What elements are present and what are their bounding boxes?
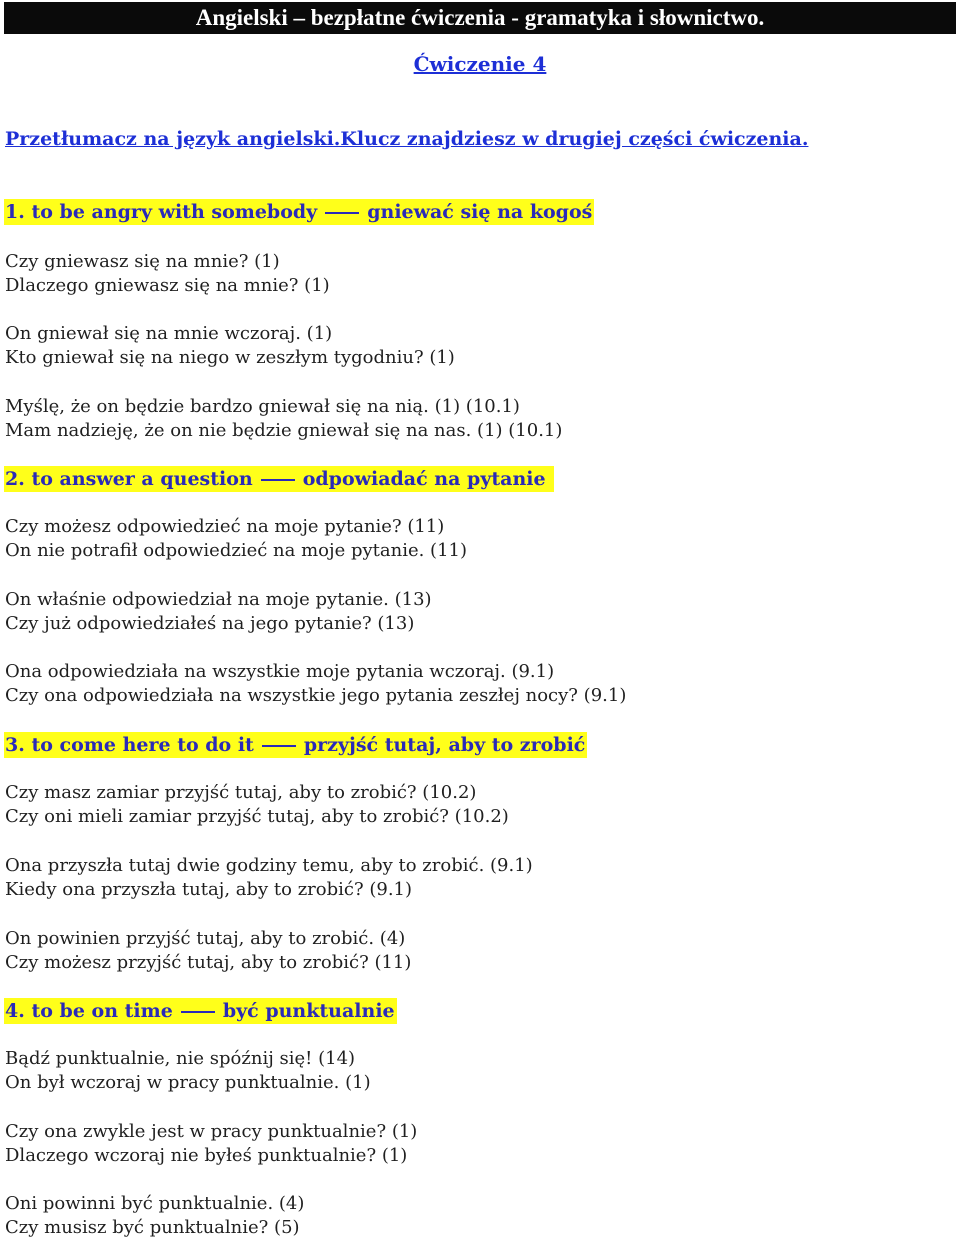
sentence: Kto gniewał się na niego w zeszłym tygodniu? (1) bbox=[5, 347, 455, 368]
section-phrase: to answer a question bbox=[31, 468, 253, 490]
dash-separator bbox=[262, 745, 296, 747]
section-3-heading bbox=[4, 732, 587, 758]
sentence: Kiedy ona przyszła tutaj, aby to zrobić? (9.1) bbox=[5, 879, 413, 900]
sentence: Dlaczego wczoraj nie byłeś punktualnie? (1) bbox=[5, 1145, 408, 1166]
section-translation: przyjść tutaj, aby to zrobić bbox=[303, 734, 586, 756]
sentence: Czy masz zamiar przyjść tutaj, aby to zrobić? (10.2) bbox=[5, 782, 477, 803]
sentence: Dlaczego gniewasz się na mnie? (1) bbox=[5, 275, 330, 296]
dash-separator bbox=[181, 1011, 215, 1013]
section-2-heading bbox=[4, 466, 554, 492]
section-phrase: to be on time bbox=[31, 1000, 173, 1022]
sentence: Czy gniewasz się na mnie? (1) bbox=[5, 251, 280, 272]
sentence: Oni powinni być punktualnie. (4) bbox=[5, 1193, 305, 1214]
sentence: Czy możesz odpowiedzieć na moje pytanie? (11) bbox=[5, 516, 445, 537]
sentence: On gniewał się na mnie wczoraj. (1) bbox=[5, 323, 333, 344]
sentence: Ona odpowiedziała na wszystkie moje pytania wczoraj. (9.1) bbox=[5, 661, 555, 682]
section-phrase: to come here to do it bbox=[31, 734, 254, 756]
sentence: Czy oni mieli zamiar przyjść tutaj, aby to zrobić? (10.2) bbox=[5, 806, 509, 827]
sentence: On powinien przyjść tutaj, aby to zrobić. (4) bbox=[5, 928, 406, 949]
section-phrase: to be angry with somebody bbox=[31, 201, 318, 223]
section-translation: odpowiadać na pytanie bbox=[302, 468, 546, 490]
exercise-title[interactable]: Ćwiczenie 4 bbox=[413, 52, 547, 76]
section-number: 4. bbox=[5, 1000, 25, 1022]
sentence: On był wczoraj w pracy punktualnie. (1) bbox=[5, 1072, 371, 1093]
section-4-heading bbox=[4, 998, 397, 1024]
section-translation: gniewać się na kogoś bbox=[367, 201, 593, 223]
sentence: Myślę, że on będzie bardzo gniewał się na nią. (1) (10.1) bbox=[5, 396, 520, 417]
sentence: Czy ona odpowiedziała na wszystkie jego pytania zeszłej nocy? (9.1) bbox=[5, 685, 627, 706]
sentence: Mam nadzieję, że on nie będzie gniewał się na nas. (1) (10.1) bbox=[5, 420, 563, 441]
section-number: 1. bbox=[5, 201, 25, 223]
dash-separator bbox=[325, 212, 359, 214]
section-number: 2. bbox=[5, 468, 25, 490]
sentence: Ona przyszła tutaj dwie godziny temu, aby to zrobić. (9.1) bbox=[5, 855, 533, 876]
sentence: On właśnie odpowiedział na moje pytanie. (13) bbox=[5, 589, 432, 610]
sentence: Czy możesz przyjść tutaj, aby to zrobić? (11) bbox=[5, 952, 412, 973]
sentence: On nie potrafił odpowiedzieć na moje pytanie. (11) bbox=[5, 540, 467, 561]
section-translation: być punktualnie bbox=[222, 1000, 395, 1022]
dash-separator bbox=[261, 479, 295, 481]
document-title-bar bbox=[4, 2, 956, 34]
sentence: Bądź punktualnie, nie spóźnij się! (14) bbox=[5, 1048, 356, 1069]
sentence: Czy musisz być punktualnie? (5) bbox=[5, 1217, 300, 1238]
section-1-heading bbox=[4, 199, 594, 225]
section-number: 3. bbox=[5, 734, 25, 756]
instruction-text[interactable]: Przetłumacz na język angielski.Klucz znajdziesz w drugiej części ćwiczenia. bbox=[5, 128, 809, 150]
sentence: Czy ona zwykle jest w pracy punktualnie? (1) bbox=[5, 1121, 418, 1142]
document-title: Angielski – bezpłatne ćwiczenia - gramatyka i słownictwo. bbox=[195, 5, 765, 30]
sentence: Czy już odpowiedziałeś na jego pytanie? (13) bbox=[5, 613, 415, 634]
